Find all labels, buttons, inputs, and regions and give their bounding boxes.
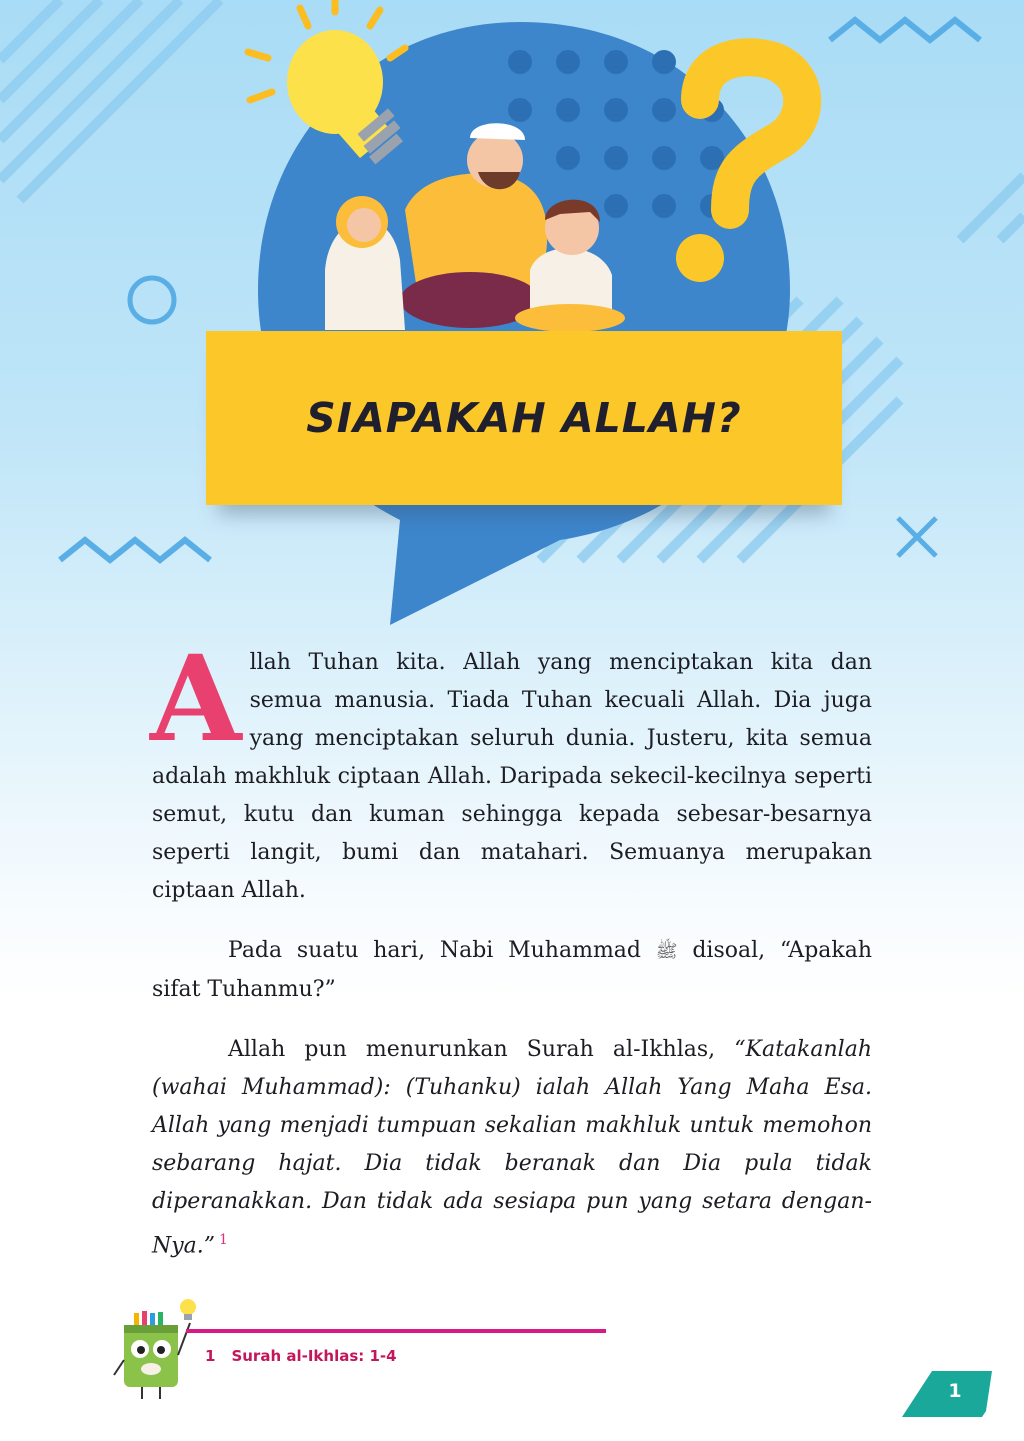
- ring-decoration: [130, 278, 174, 322]
- drop-cap: A: [150, 629, 242, 768]
- zigzag-top-right: [830, 20, 980, 40]
- zigzag-left: [60, 540, 210, 560]
- x-decoration: [898, 518, 936, 556]
- page-number: 1: [948, 1380, 962, 1402]
- footnote-number: 1: [205, 1347, 216, 1365]
- hero-illustration: [0, 0, 1024, 640]
- page-title: SIAPAKAH ALLAH?: [306, 394, 742, 442]
- article-body: [150, 629, 873, 1265]
- lightbulb-small-icon: [180, 1299, 196, 1320]
- paragraph-2-text-after: disoal, “Apakah sifat Tuhanmu?”: [152, 938, 873, 1002]
- paragraph-1-text: llah Tuhan kita. Allah yang menciptakan kita dan semua manusia. Tiada Tuhan kecuali Allah. Dia juga yang menciptakan seluruh dunia. Justeru, kita semua adalah makhluk ciptaan Allah. Daripada sekecil-kecilnya seperti semut, kutu dan kuman sehingga kepada sebesar-besarnya seperti langit, bumi dan matahari. Semuanya merupakan ciptaan Allah.: [152, 650, 872, 903]
- footnote: [205, 1347, 397, 1365]
- quran-quote: “Katakanlah (wahai Muhammad): (Tuhanku) ialah Allah Yang Maha Esa. Allah yang menjadi tumpuan sekalian makhluk untuk memohon sebarang hajat. Dia tidak beranak dan Dia pula tidak diperanakkan. Dan tidak ada sesiapa pun yang setara dengan-Nya.”: [152, 1037, 872, 1259]
- salawat-glyph: ﷺ: [655, 941, 678, 962]
- footnote-reference[interactable]: 1: [219, 1232, 228, 1248]
- footnote-text: Surah al-Ikhlas: 1-4: [231, 1347, 397, 1365]
- footnote-divider: [186, 1329, 606, 1333]
- paragraph-2: [152, 932, 872, 1009]
- paragraph-3-intro: Allah pun menurunkan Surah al-Ikhlas,: [228, 1037, 716, 1062]
- mascot-illustration: [110, 1295, 205, 1405]
- paragraph-2-text-before: Pada suatu hari, Nabi Muhammad: [228, 938, 642, 963]
- paragraph-1: [150, 629, 872, 910]
- paragraph-3: [152, 1031, 872, 1265]
- title-banner: [206, 331, 842, 505]
